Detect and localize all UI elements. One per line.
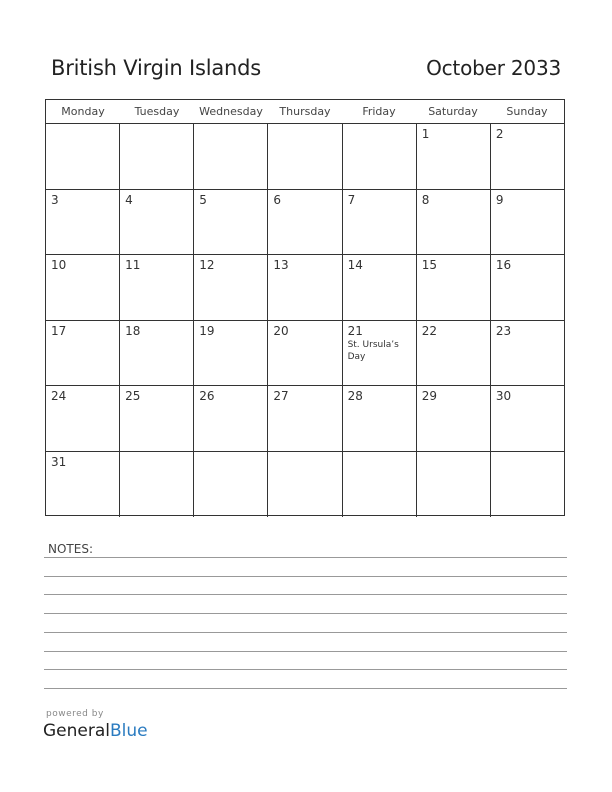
day-cell: [491, 321, 564, 386]
day-cell: [120, 452, 194, 518]
day-number: 17: [51, 323, 67, 338]
day-number: 7: [347, 192, 356, 207]
day-cell: [268, 124, 342, 189]
day-number: 4: [125, 192, 133, 207]
day-cell: [417, 190, 491, 255]
day-cell: [46, 190, 120, 255]
day-cell: [120, 124, 194, 189]
day-cell: [194, 452, 268, 518]
day-cell: [268, 190, 342, 255]
country-title: British Virgin Islands: [51, 56, 262, 80]
day-cell: [46, 386, 120, 451]
holiday-label: St. Ursula’s Day: [347, 339, 399, 362]
day-number: 12: [199, 258, 215, 272]
day-number: 2: [495, 127, 504, 141]
notes-line: [44, 594, 567, 595]
calendar-grid: [45, 99, 565, 516]
day-cell: [268, 452, 342, 518]
day-cell: [268, 386, 342, 451]
brand-blue: Blue: [110, 721, 148, 741]
day-number: 22: [421, 323, 437, 338]
day-number: 25: [125, 389, 141, 403]
notes-line: [44, 576, 567, 577]
notes-label: NOTES:: [48, 542, 93, 556]
day-number: 24: [51, 389, 67, 403]
day-number: 6: [273, 192, 282, 207]
day-cell: [343, 321, 417, 386]
week-row: [46, 124, 564, 190]
day-number: 16: [495, 258, 512, 272]
week-row: [46, 321, 564, 387]
day-number: 13: [273, 258, 289, 272]
day-number: 3: [51, 192, 59, 207]
weekday-label: Tuesday: [134, 105, 180, 118]
notes-line: [44, 613, 567, 614]
day-cell: [417, 255, 491, 320]
notes-line: [44, 632, 567, 633]
day-number: 15: [421, 258, 437, 272]
day-number: 29: [421, 389, 437, 403]
week-row: [46, 452, 564, 518]
month-year-title: October 2033: [426, 56, 561, 80]
day-cell: [491, 386, 564, 451]
day-cell: [194, 386, 268, 451]
day-cell: [120, 321, 194, 386]
weekday-label: Saturday: [428, 105, 478, 118]
weekday-label: Monday: [61, 105, 105, 118]
day-cell: [417, 386, 491, 451]
notes-line: [44, 557, 567, 558]
day-cell: [46, 255, 120, 320]
day-number: 9: [495, 192, 504, 207]
weekday-label: Wednesday: [199, 105, 263, 118]
day-cell: [46, 124, 120, 189]
day-cell: [120, 386, 194, 451]
day-cell: [417, 452, 491, 518]
week-row: [46, 190, 564, 256]
brand-general: General: [43, 721, 110, 741]
brand-logo: [43, 721, 148, 741]
day-cell: [417, 124, 491, 189]
day-number: 21: [347, 323, 363, 338]
day-cell: [343, 255, 417, 320]
day-cell: [120, 190, 194, 255]
day-cell: [46, 321, 120, 386]
day-number: 27: [273, 389, 289, 403]
day-number: 14: [347, 258, 363, 272]
powered-by-text: powered by: [46, 709, 104, 719]
day-number: 20: [273, 323, 289, 338]
day-cell: [46, 452, 120, 518]
day-number: 5: [199, 192, 207, 207]
weekday-header: [46, 100, 564, 124]
day-number: 31: [51, 454, 67, 469]
day-cell: [343, 386, 417, 451]
notes-line: [44, 688, 567, 689]
notes-line: [44, 651, 567, 652]
day-cell: [343, 452, 417, 518]
day-number: 1: [421, 127, 430, 141]
weekday-label: Thursday: [279, 105, 331, 118]
day-number: 26: [199, 389, 215, 403]
day-number: 28: [347, 389, 363, 403]
day-number: 8: [421, 192, 430, 207]
week-row: [46, 255, 564, 321]
day-cell: [268, 321, 342, 386]
day-cell: [417, 321, 491, 386]
day-cell: [491, 190, 564, 255]
day-cell: [268, 255, 342, 320]
weekday-label: Friday: [362, 105, 396, 118]
day-cell: [120, 255, 194, 320]
day-cell: [343, 190, 417, 255]
day-number: 18: [125, 323, 141, 338]
notes-line: [44, 669, 567, 670]
weekday-label: Sunday: [506, 105, 548, 118]
day-cell: [491, 452, 564, 518]
day-number: 19: [199, 323, 215, 338]
day-cell: [194, 321, 268, 386]
day-cell: [343, 124, 417, 189]
day-number: 11: [125, 258, 141, 272]
day-cell: [194, 255, 268, 320]
week-row: [46, 386, 564, 452]
day-number: 30: [495, 389, 512, 403]
day-cell: [491, 255, 564, 320]
day-number: 23: [495, 323, 512, 338]
day-number: 10: [51, 258, 67, 272]
day-cell: [194, 190, 268, 255]
day-cell: [194, 124, 268, 189]
day-cell: [491, 124, 564, 189]
